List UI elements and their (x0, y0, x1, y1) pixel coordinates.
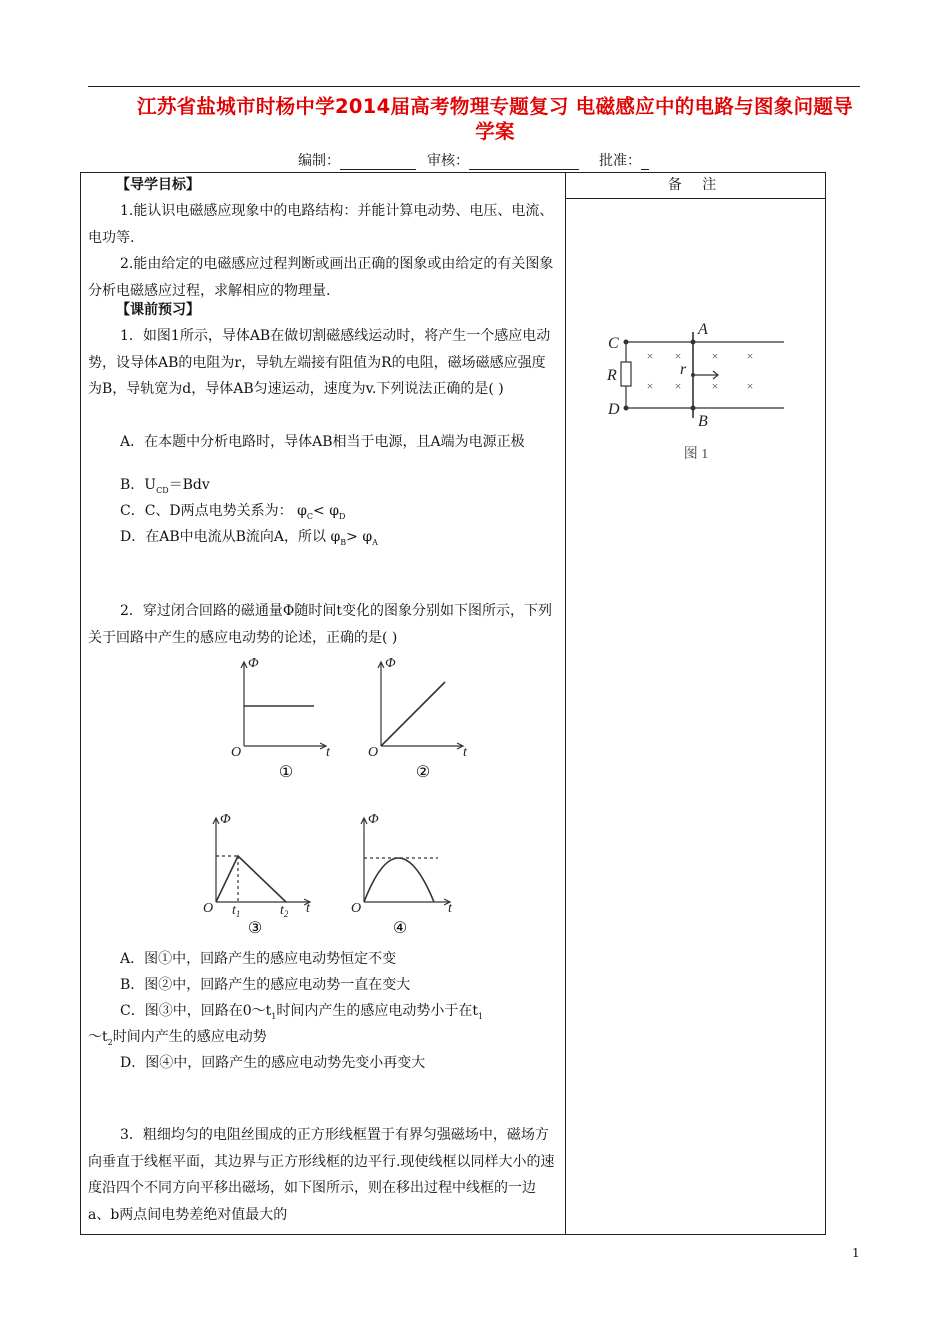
graph-2-origin: O (368, 745, 379, 760)
question-2-option-a: A．图①中，回路产生的感应电动势恒定不变 (120, 951, 397, 967)
label-c: C (608, 335, 619, 352)
label-b: B (698, 413, 708, 430)
graph-3-x-label: t (306, 901, 310, 916)
approver-field: 批准： (599, 150, 649, 170)
question-1-option-c: C．C、D两点电势关系为： $\varphi_C< \varphi_D$ (120, 503, 346, 521)
graph-3 (200, 808, 325, 938)
label-r-resistor: R (607, 367, 617, 384)
header-rule (88, 86, 860, 87)
reviewer-field: 审核： (427, 150, 579, 170)
question-2-option-c-cont: $\sim t_2$时间内产生的感应电动势 (88, 1029, 267, 1047)
figure-1 (600, 318, 790, 468)
field-mark: × (674, 379, 682, 393)
label-d: D (608, 401, 620, 418)
question-1-option-d: D．在AB中电流从B流向A，所以 $\varphi_B> \varphi_A$ (120, 529, 378, 547)
question-1-option-a: A．在本题中分析电路时，导体AB相当于电源，且A端为电源正极 (120, 434, 525, 450)
label-a: A (698, 321, 708, 338)
graph-4-x-label: t (448, 901, 452, 916)
graph-1-origin: O (231, 745, 242, 760)
graph-1-x-label: t (326, 745, 330, 760)
graph-2-x-label: t (463, 745, 467, 760)
graph-3-origin: O (203, 901, 214, 916)
graph-3-t2: $t_2$ (280, 903, 289, 919)
goal-item-2: 2.能由给定的电磁感应过程判断或画出正确的图象或由给定的有关图象分析电磁感应过程，求解相应的物理量. (88, 256, 554, 299)
graph-1-y-label: Φ (248, 656, 259, 671)
notes-header: 备 注 (566, 172, 826, 199)
field-mark: × (711, 379, 719, 393)
question-1-stem: 1．如图1所示，导体AB在做切割磁感线运动时，将产生一个感应电动势，设导体AB的电阻为r，导轨左端接有阻值为R的电阻，磁场磁感应强度为B，导轨宽为d，导体AB匀速运动，速度为v.下列说法正确的是( ) (88, 328, 551, 397)
question-2-option-b: B．图②中，回路产生的感应电动势一直在变大 (120, 977, 411, 993)
field-mark: × (746, 349, 754, 363)
field-mark: × (646, 379, 654, 393)
graph-1 (228, 652, 338, 782)
graph-3-t1: $t_1$ (232, 903, 241, 919)
graph-4 (348, 808, 463, 938)
label-r-internal: r (680, 361, 687, 378)
graph-4-y-label: Φ (368, 812, 379, 827)
graph-3-caption: ③ (247, 920, 263, 937)
question-3-stem: 3．粗细均匀的电阻丝围成的正方形线框置于有界匀强磁场中，磁场方向垂直于线框平面，其边界与正方形线框的边平行.现使线框以同样大小的速度沿四个不同方向平移出磁场，如下图所示，则在移出过程中线框的一边a、b两点间电势差绝对值最大的 (88, 1127, 555, 1223)
graph-1-caption: ① (278, 764, 294, 781)
page-title: 江苏省盐城市时杨中学2014届高考物理专题复习 电磁感应中的电路与图象问题导学案 (137, 95, 853, 143)
graph-2-caption: ② (415, 764, 431, 781)
editor-field: 编制： (298, 150, 416, 170)
graph-2-y-label: Φ (385, 656, 396, 671)
figure-1-caption: 图 1 (683, 447, 709, 462)
question-2-option-d: D．图④中，回路产生的感应电动势先变小再变大 (120, 1055, 426, 1071)
graph-4-origin: O (351, 901, 362, 916)
goal-item-1: 1.能认识电磁感应现象中的电路结构：并能计算电动势、电压、电流、电功等. (88, 203, 554, 246)
field-mark: × (746, 379, 754, 393)
question-2-stem: 2．穿过闭合回路的磁通量Φ随时间t变化的图象分别如下图所示，下列关于回路中产生的感应电动势的论述，正确的是( ) (88, 603, 553, 646)
graph-2 (365, 652, 475, 782)
question-2-option-c: C．图③中，回路在$0\sim t_1$时间内产生的感应电动势小于在$t_1$ (120, 1003, 484, 1021)
graph-3-y-label: Φ (220, 812, 231, 827)
page-number: 1 (852, 1246, 860, 1260)
field-mark: × (674, 349, 682, 363)
goals-heading: 【导学目标】 (116, 177, 200, 193)
question-1-option-b: B．$U_{CD}=Bdv$ (120, 477, 210, 495)
graph-4-caption: ④ (392, 920, 408, 937)
field-mark: × (646, 349, 654, 363)
field-mark: × (711, 349, 719, 363)
preview-heading: 【课前预习】 (116, 302, 200, 318)
